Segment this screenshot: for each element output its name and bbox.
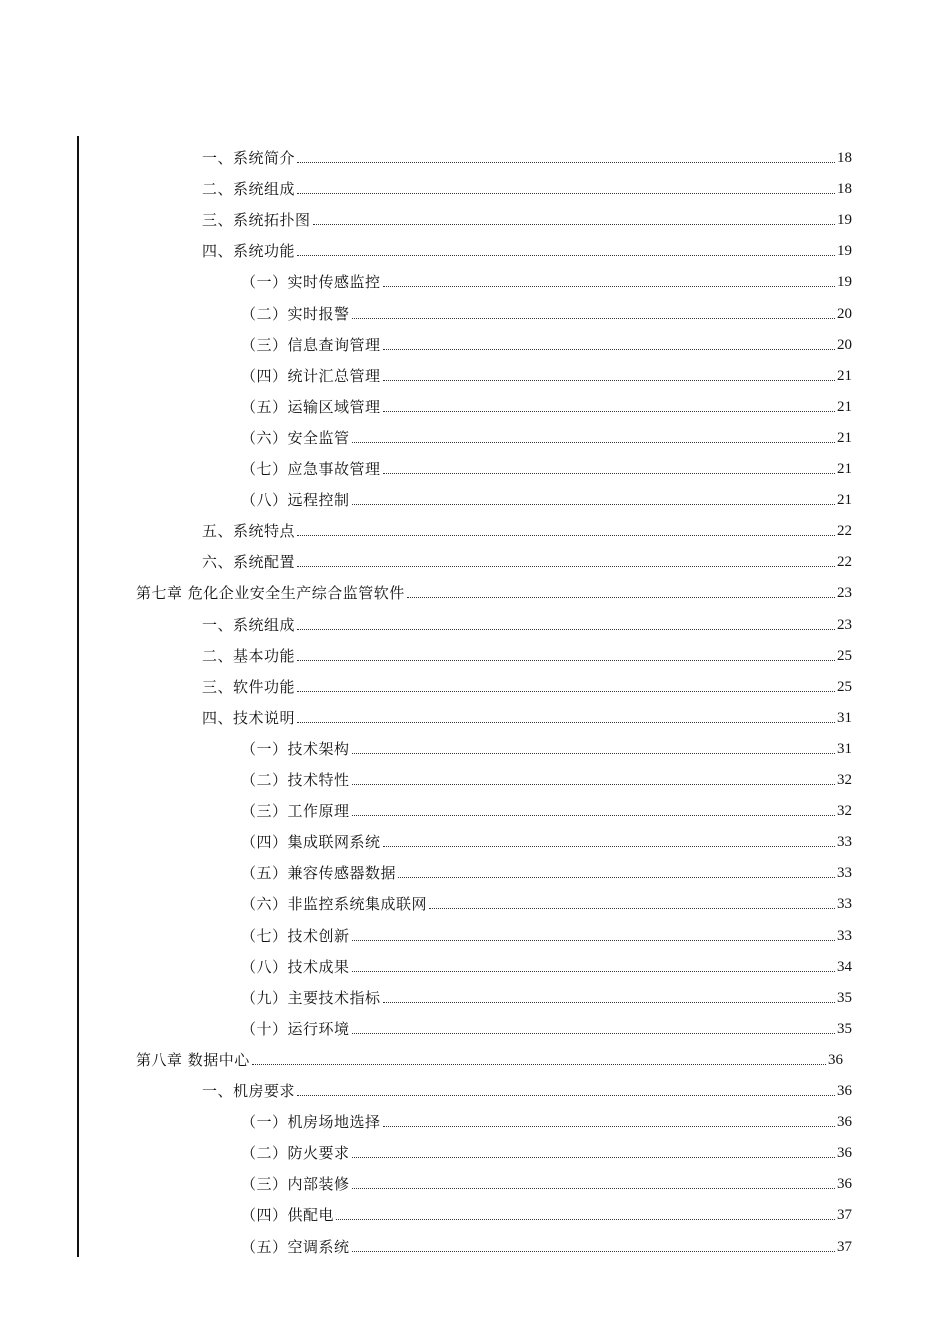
toc-dot-leader [407, 597, 835, 598]
toc-dot-leader [297, 162, 835, 163]
toc-entry-title: （十）运行环境 [241, 1019, 350, 1038]
toc-subsection-entry[interactable] [241, 976, 852, 1007]
toc-entry-title: 一、系统组成 [202, 615, 296, 634]
toc-dot-leader [297, 535, 835, 536]
toc-entry-title: （四）供配电 [241, 1206, 335, 1225]
toc-dot-leader [352, 1188, 835, 1189]
toc-dot-leader [352, 442, 835, 443]
toc-page-number: 33 [837, 896, 852, 913]
toc-page-number: 33 [837, 927, 852, 944]
toc-subsection-entry[interactable] [241, 1100, 852, 1131]
toc-dot-leader [297, 629, 835, 630]
toc-dot-leader [383, 411, 835, 412]
toc-entry-title: （八）远程控制 [241, 491, 350, 510]
toc-subsection-entry[interactable] [241, 758, 852, 789]
toc-page-number: 21 [837, 429, 852, 446]
toc-entry-title: （七）技术创新 [241, 926, 350, 945]
toc-page-number: 22 [837, 554, 852, 571]
toc-entry-title: （五）运输区域管理 [241, 397, 381, 416]
toc-dot-leader [429, 908, 835, 909]
toc-dot-leader [352, 940, 835, 941]
toc-page-number: 22 [837, 523, 852, 540]
toc-dot-leader [297, 691, 835, 692]
toc-section-entry[interactable] [202, 665, 852, 696]
toc-page-number: 34 [837, 958, 852, 975]
toc-entry-title: （七）应急事故管理 [241, 460, 381, 478]
toc-page-number: 21 [837, 461, 852, 477]
toc-section-entry[interactable] [202, 634, 852, 665]
toc-page-number: 32 [837, 772, 852, 788]
toc-dot-leader [352, 815, 835, 816]
toc-subsection-entry[interactable] [241, 292, 852, 323]
toc-subsection-entry[interactable] [241, 416, 852, 447]
toc-dot-leader [383, 286, 835, 287]
toc-entry-title: 二、基本功能 [202, 646, 296, 665]
toc-dot-leader [352, 1157, 835, 1158]
toc-dot-leader [383, 846, 835, 847]
toc-dot-leader [297, 722, 835, 723]
toc-entry-title: （二）技术特性 [241, 771, 350, 789]
toc-entry-title: 三、系统拓扑图 [202, 211, 311, 230]
toc-page-number: 36 [837, 1145, 852, 1162]
toc-page-number: 36 [837, 1176, 852, 1193]
toc-dot-leader [383, 1126, 835, 1127]
toc-entry-title: （三）内部装修 [241, 1175, 350, 1194]
toc-page-number: 23 [837, 616, 852, 633]
toc-dot-leader [352, 971, 835, 972]
toc-subsection-entry[interactable] [241, 851, 852, 882]
toc-section-entry[interactable] [202, 1069, 852, 1100]
toc-page-number: 35 [837, 1020, 852, 1037]
toc-dot-leader [352, 1033, 835, 1034]
toc-page-number: 31 [837, 740, 852, 757]
toc-dot-leader [297, 1095, 835, 1096]
toc-page-number: 36 [837, 1083, 852, 1099]
toc-entry-title: 四、系统功能 [202, 242, 296, 261]
toc-subsection-entry[interactable] [241, 1225, 852, 1256]
toc-page-number: 21 [837, 492, 852, 509]
toc-entry-title: （一）机房场地选择 [241, 1113, 381, 1132]
toc-dot-leader [352, 784, 835, 785]
toc-entry-title: （五）空调系统 [241, 1237, 350, 1256]
toc-page-number: 19 [837, 243, 852, 260]
toc-page-number: 37 [837, 1238, 852, 1255]
toc-entry-title: 第七章 危化企业安全生产综合监管软件 [136, 584, 405, 603]
toc-dot-leader [383, 349, 835, 350]
toc-dot-leader [297, 566, 835, 567]
toc-dot-leader [352, 504, 835, 505]
toc-subsection-entry[interactable] [241, 914, 852, 945]
toc-chapter-entry[interactable] [136, 571, 852, 602]
toc-subsection-entry[interactable] [241, 260, 852, 291]
toc-entry-title: （一）技术架构 [241, 739, 350, 758]
toc-section-entry[interactable] [202, 229, 852, 260]
toc-section-entry[interactable] [202, 509, 852, 540]
toc-subsection-entry[interactable] [241, 1131, 852, 1162]
toc-subsection-entry[interactable] [241, 789, 852, 820]
toc-section-entry[interactable] [202, 696, 852, 727]
toc-subsection-entry[interactable] [241, 1007, 852, 1038]
toc-page-number: 37 [837, 1207, 852, 1224]
toc-section-entry[interactable] [202, 603, 852, 634]
toc-subsection-entry[interactable] [241, 1162, 852, 1193]
toc-page-number: 18 [837, 150, 852, 166]
toc-dot-leader [352, 318, 835, 319]
toc-entry-title: （六）安全监管 [241, 428, 350, 447]
toc-subsection-entry[interactable] [241, 354, 852, 385]
toc-dot-leader [352, 1251, 835, 1252]
toc-entry-title: （四）统计汇总管理 [241, 366, 381, 385]
toc-dot-leader [383, 1002, 835, 1003]
toc-subsection-entry[interactable] [241, 323, 852, 354]
toc-subsection-entry[interactable] [241, 385, 852, 416]
toc-entry-title: （六）非监控系统集成联网 [241, 895, 428, 914]
toc-entry-title: （三）信息查询管理 [241, 335, 381, 354]
toc-entry-title: （二）实时报警 [241, 304, 350, 323]
toc-page-number: 23 [837, 585, 852, 602]
toc-entry-title: （一）实时传感监控 [241, 273, 381, 292]
toc-dot-leader [297, 660, 835, 661]
toc-subsection-entry[interactable] [241, 727, 852, 758]
toc-dot-leader [336, 1219, 835, 1220]
toc-page-number: 36 [837, 1114, 852, 1131]
toc-entry-title: 二、系统组成 [202, 180, 296, 199]
toc-entry-title: 五、系统特点 [202, 522, 296, 541]
toc-entry-title: 一、机房要求 [202, 1082, 296, 1100]
toc-page-number: 21 [837, 367, 852, 384]
toc-subsection-entry[interactable] [241, 882, 852, 913]
toc-entry-title: （五）兼容传感器数据 [241, 864, 397, 883]
toc-entry-title: 六、系统配置 [202, 553, 296, 572]
toc-dot-leader [352, 753, 835, 754]
toc-entry-title: （八）技术成果 [241, 957, 350, 976]
toc-dot-leader [313, 224, 835, 225]
toc-page-number: 20 [837, 336, 852, 353]
toc-subsection-entry[interactable] [241, 945, 852, 976]
toc-page-number: 31 [837, 709, 852, 726]
toc-dot-leader [398, 877, 835, 878]
toc-entry-title: （三）工作原理 [241, 802, 350, 821]
toc-dot-leader [252, 1064, 826, 1065]
toc-page-number: 21 [837, 398, 852, 415]
toc-section-entry[interactable] [202, 198, 852, 229]
toc-entry-title: （九）主要技术指标 [241, 988, 381, 1007]
toc-subsection-entry[interactable] [241, 447, 852, 478]
toc-page-number: 18 [837, 181, 852, 198]
toc-page-number: 32 [837, 803, 852, 820]
toc-page-number: 19 [837, 274, 852, 291]
toc-section-entry[interactable] [202, 167, 852, 198]
toc-entry-title: 三、软件功能 [202, 677, 296, 696]
toc-section-entry[interactable] [202, 540, 852, 571]
toc-page-number: 25 [837, 647, 852, 664]
toc-dot-leader [297, 255, 835, 256]
toc-page-number: 36 [828, 1051, 843, 1068]
toc-page-number: 25 [837, 678, 852, 695]
toc-page-number: 19 [837, 212, 852, 229]
toc-dot-leader [383, 380, 835, 381]
toc-page-number: 33 [837, 834, 852, 851]
toc-dot-leader [297, 193, 835, 194]
toc-section-entry[interactable] [202, 136, 852, 167]
toc-subsection-entry[interactable] [241, 478, 852, 509]
toc-entry-title: （四）集成联网系统 [241, 833, 381, 852]
toc-subsection-entry[interactable] [241, 820, 852, 851]
toc-entry-title: 四、技术说明 [202, 708, 296, 727]
toc-entry-title: 一、系统简介 [202, 149, 296, 167]
toc-chapter-entry[interactable] [136, 1038, 843, 1069]
toc-page-number: 35 [837, 989, 852, 1006]
toc-entry-title: 第八章 数据中心 [136, 1050, 250, 1069]
toc-page-number: 33 [837, 865, 852, 882]
toc-dot-leader [383, 473, 835, 474]
toc-entry-title: （二）防火要求 [241, 1144, 350, 1163]
toc-page-number: 20 [837, 305, 852, 322]
toc-subsection-entry[interactable] [241, 1193, 852, 1224]
